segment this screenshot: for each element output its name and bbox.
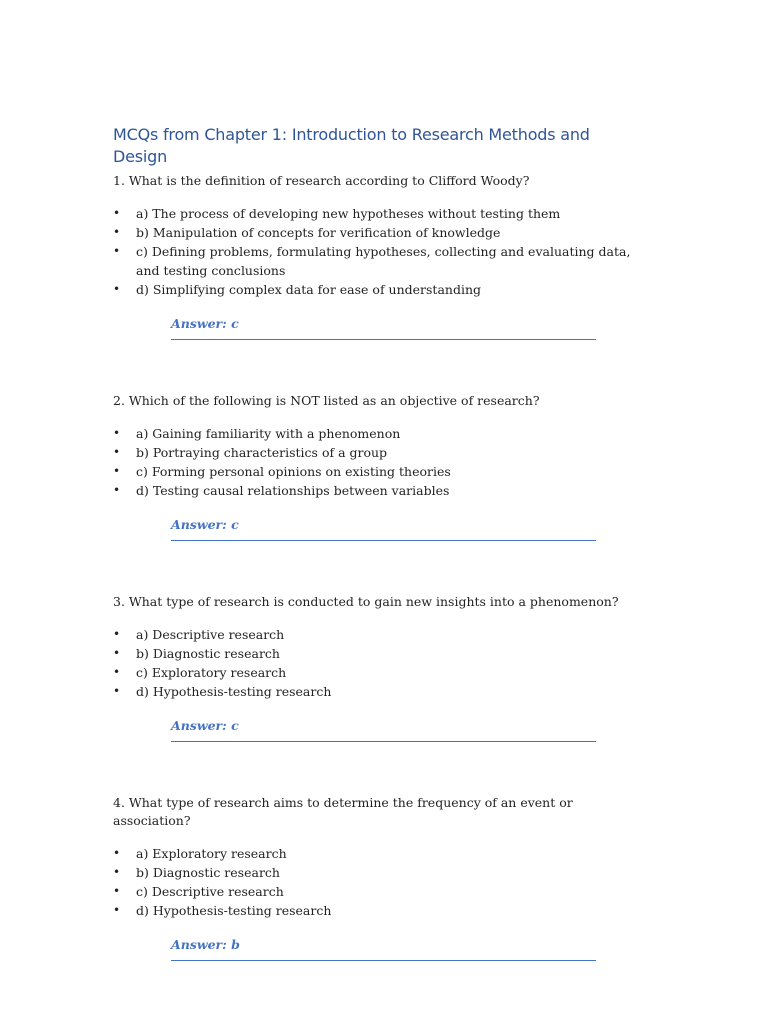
option-text: a) The process of developing new hypotheses without testing them	[136, 206, 561, 221]
bullet-icon: •	[113, 282, 121, 296]
answer-label: Answer: c	[171, 516, 596, 541]
options-list	[113, 625, 633, 701]
option-d	[113, 481, 633, 500]
option-text: c) Forming personal opinions on existing theories	[136, 464, 451, 479]
bullet-icon: •	[113, 483, 121, 497]
document-page	[113, 124, 633, 961]
bullet-icon: •	[113, 627, 121, 641]
bullet-icon: •	[113, 665, 121, 679]
question-text: 1. What is the definition of research according to Clifford Woody?	[113, 173, 530, 188]
option-b	[113, 863, 633, 882]
option-text: b) Manipulation of concepts for verification of knowledge	[136, 225, 501, 240]
bullet-icon: •	[113, 865, 121, 879]
bullet-icon: •	[113, 884, 121, 898]
options-list	[113, 844, 633, 920]
option-text: b) Portraying characteristics of a group	[136, 445, 388, 460]
bullet-icon: •	[113, 903, 121, 917]
option-text: a) Gaining familiarity with a phenomenon	[136, 426, 401, 441]
options-list	[113, 204, 633, 299]
option-text: c) Exploratory research	[136, 665, 287, 680]
question-3	[113, 593, 633, 742]
option-text: d) Hypothesis-testing research	[136, 903, 332, 918]
option-text: a) Descriptive research	[136, 627, 285, 642]
option-d	[113, 901, 633, 920]
bullet-icon: •	[113, 646, 121, 660]
question-text: 3. What type of research is conducted to gain new insights into a phenomenon?	[113, 594, 619, 609]
bullet-icon: •	[113, 846, 121, 860]
option-c	[113, 242, 633, 280]
option-text: d) Hypothesis-testing research	[136, 684, 332, 699]
question-4	[113, 794, 633, 961]
option-text: d) Testing causal relationships between variables	[136, 483, 450, 498]
bullet-icon: •	[113, 206, 121, 220]
option-b	[113, 443, 633, 462]
bullet-icon: •	[113, 445, 121, 459]
bullet-icon: •	[113, 225, 121, 239]
bullet-icon: •	[113, 464, 121, 478]
option-text: d) Simplifying complex data for ease of understanding	[136, 282, 482, 297]
bullet-icon: •	[113, 426, 121, 440]
option-a	[113, 424, 633, 443]
option-d	[113, 280, 633, 299]
option-a	[113, 844, 633, 863]
bullet-icon: •	[113, 244, 121, 258]
option-c	[113, 882, 633, 901]
option-text: b) Diagnostic research	[136, 865, 280, 880]
answer-label: Answer: b	[171, 936, 596, 961]
question-1	[113, 172, 633, 340]
answer-label: Answer: c	[171, 717, 596, 742]
bullet-icon: •	[113, 684, 121, 698]
option-b	[113, 644, 633, 663]
option-a	[113, 204, 633, 223]
option-text: c) Defining problems, formulating hypotheses, collecting and evaluating data, and testing conclusions	[136, 244, 631, 278]
option-b	[113, 223, 633, 242]
options-list	[113, 424, 633, 500]
question-2	[113, 392, 633, 541]
option-d	[113, 682, 633, 701]
document-title: MCQs from Chapter 1: Introduction to Research Methods and Design	[113, 125, 590, 166]
option-c	[113, 462, 633, 481]
option-text: b) Diagnostic research	[136, 646, 280, 661]
option-text: a) Exploratory research	[136, 846, 287, 861]
option-a	[113, 625, 633, 644]
question-text: 4. What type of research aims to determine the frequency of an event or association?	[113, 795, 573, 828]
question-text: 2. Which of the following is NOT listed as an objective of research?	[113, 393, 540, 408]
option-c	[113, 663, 633, 682]
answer-label: Answer: c	[171, 315, 596, 340]
option-text: c) Descriptive research	[136, 884, 284, 899]
